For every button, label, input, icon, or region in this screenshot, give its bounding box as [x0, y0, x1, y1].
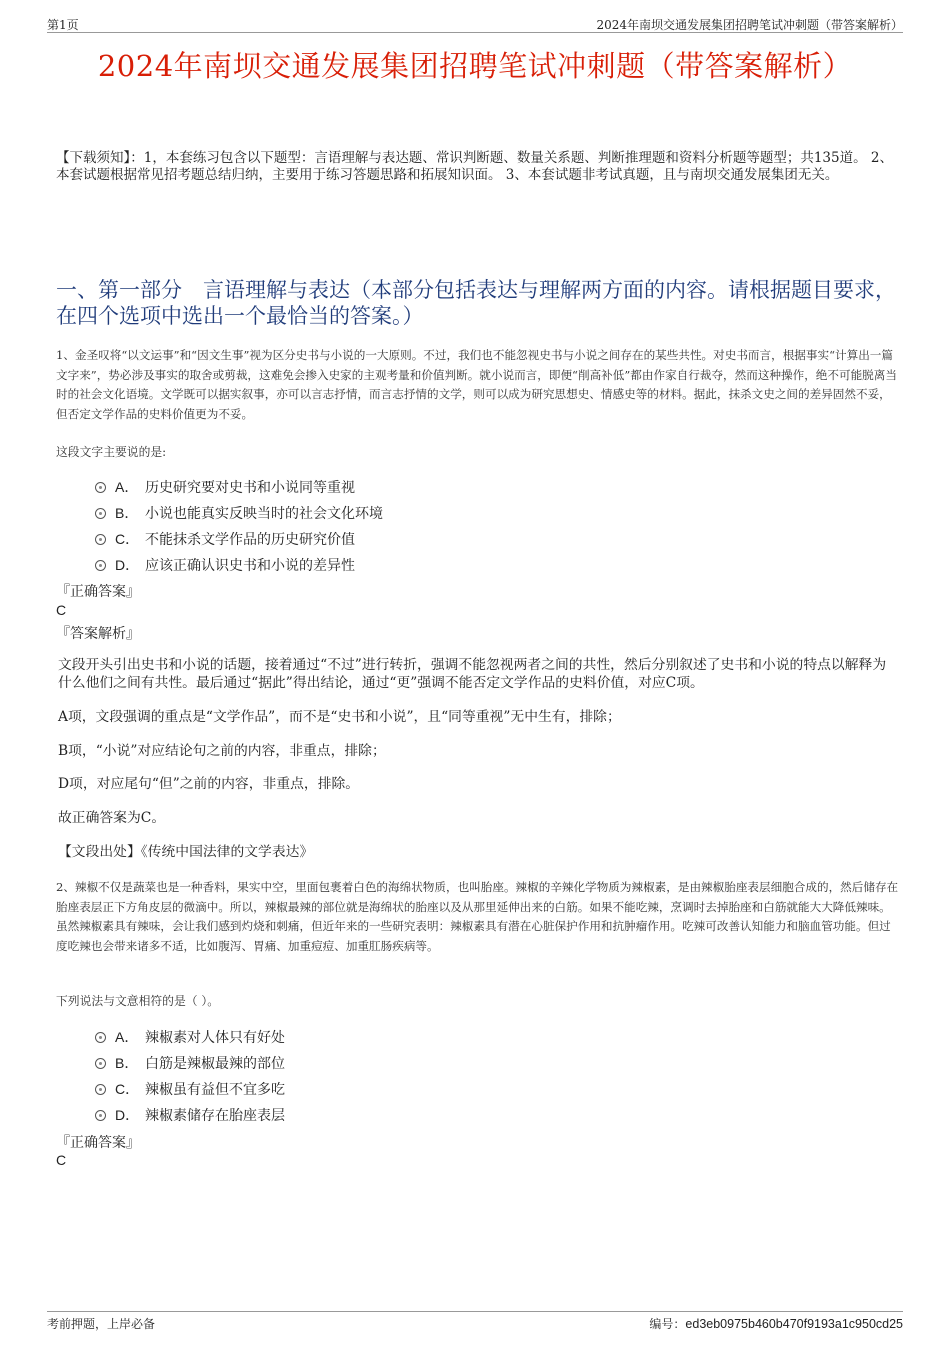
download-notice: 【下载须知】：1，本套练习包含以下题型：言语理解与表达题、常识判断题、数量关系题、判断推理题和资料分析题等题型；共135道。 2、本套试题根据常见招考题总结归纳，主要用于练习答题思路和拓展知识面。 3、本套试题非考试真题，且与南坝交通发展集团无关。	[56, 150, 893, 183]
q1-answer: C	[56, 602, 67, 618]
footer-code: 编号：ed3eb0975b460b470f9193a1c950cd25	[649, 1317, 903, 1331]
q1-analysis-conclusion: 故正确答案为C。	[58, 810, 166, 826]
section-heading: 一、第一部分 言语理解与表达（本部分包括表达与理解两方面的内容。请根据题目要求，在四个选项中选出一个最恰当的答案。）	[56, 278, 896, 328]
q2-passage: 2、辣椒不仅是蔬菜也是一种香料，果实中空，里面包裹着白色的海绵状物质，也叫胎座。辣椒的辛辣化学物质为辣椒素，是由辣椒胎座表层细胞合成的，然后储存在胎座表层正下方角皮层的微滴中。所以，辣椒最辣的部位就是海绵状的胎座以及从那里延伸出来的白筋。如果不能吃辣，烹调时去掉胎座和白筋就能大大降低辣味。虽然辣椒素具有辣味，会让我们感到灼烧和刺痛，但近年来的一些研究表明：辣椒素具有潜在心脏保护作用和抗肿瘤作用。吃辣可改善认知能力和脑血管功能。但过度吃辣也会带来诸多不适，比如腹泻、胃痛、加重痘痘、加重肛肠疾病等。	[56, 880, 899, 953]
radio-icon[interactable]	[95, 482, 106, 493]
radio-icon[interactable]	[95, 560, 106, 571]
radio-icon[interactable]	[95, 508, 106, 519]
header-doc-title: 2024年南坝交通发展集团招聘笔试冲刺题（带答案解析）	[596, 18, 903, 32]
radio-icon[interactable]	[95, 534, 106, 545]
q2-question: 下列说法与文意相符的是（ ）。	[56, 994, 220, 1008]
q2-answer-label: 『正确答案』	[56, 1135, 140, 1151]
page-number: 第1页	[47, 18, 79, 32]
q1-answer-label: 『正确答案』	[56, 584, 140, 600]
q1-analysis-option-d: D项，对应尾句“但”之前的内容，非重点，排除。	[58, 776, 360, 792]
footer-slogan: 考前押题，上岸必备	[47, 1317, 156, 1331]
page-footer	[47, 1311, 903, 1332]
q1-source: 【文段出处】《传统中国法律的文学表达》	[58, 844, 314, 860]
radio-icon[interactable]	[95, 1084, 106, 1095]
page-header	[47, 14, 903, 33]
document-title: 2024年南坝交通发展集团招聘笔试冲刺题（带答案解析）	[97, 49, 853, 83]
radio-icon[interactable]	[95, 1032, 106, 1043]
q1-question: 这段文字主要说的是:	[56, 445, 167, 459]
q1-passage: 1、金圣叹将“以文运事”和“因文生事”视为区分史书与小说的一大原则。不过，我们也不能忽视史书与小说之间存在的某些共性。对史书而言，根据事实“计算出一篇文字来”，势必涉及事实的取舍或剪裁，这难免会掺入史家的主观考量和价值判断。就小说而言，即便“削高补低”都由作家自行裁夺，然而这种操作，绝不可能脱离当时的社会文化语境。文学既可以据实叙事，亦可以言志抒情，而言志抒情的文学，则可以成为研究思想史、情感史等的材料。据此，抹杀文史之间的差异固然不妥，但否定文学作品的史料价值更为不妥。	[56, 348, 897, 421]
q2-answer: C	[56, 1152, 67, 1168]
radio-icon[interactable]	[95, 1110, 106, 1121]
q1-analysis-option-a: A项，文段强调的重点是“文学作品”，而不是“史书和小说”，且“同等重视”无中生有，排除；	[58, 709, 621, 725]
q1-analysis-option-b: B项，“小说”对应结论句之前的内容，非重点，排除；	[58, 743, 386, 759]
q1-analysis-label: 『答案解析』	[56, 626, 140, 642]
radio-icon[interactable]	[95, 1058, 106, 1069]
q1-analysis-para: 文段开头引出史书和小说的话题，接着通过“不过”进行转折，强调不能忽视两者之间的共性，然后分别叙述了史书和小说的特点以解释为什么他们之间有共性。最后通过“据此”得出结论，通过“更”强调不能否定文学作品的史料价值，对应C项。	[58, 657, 887, 691]
